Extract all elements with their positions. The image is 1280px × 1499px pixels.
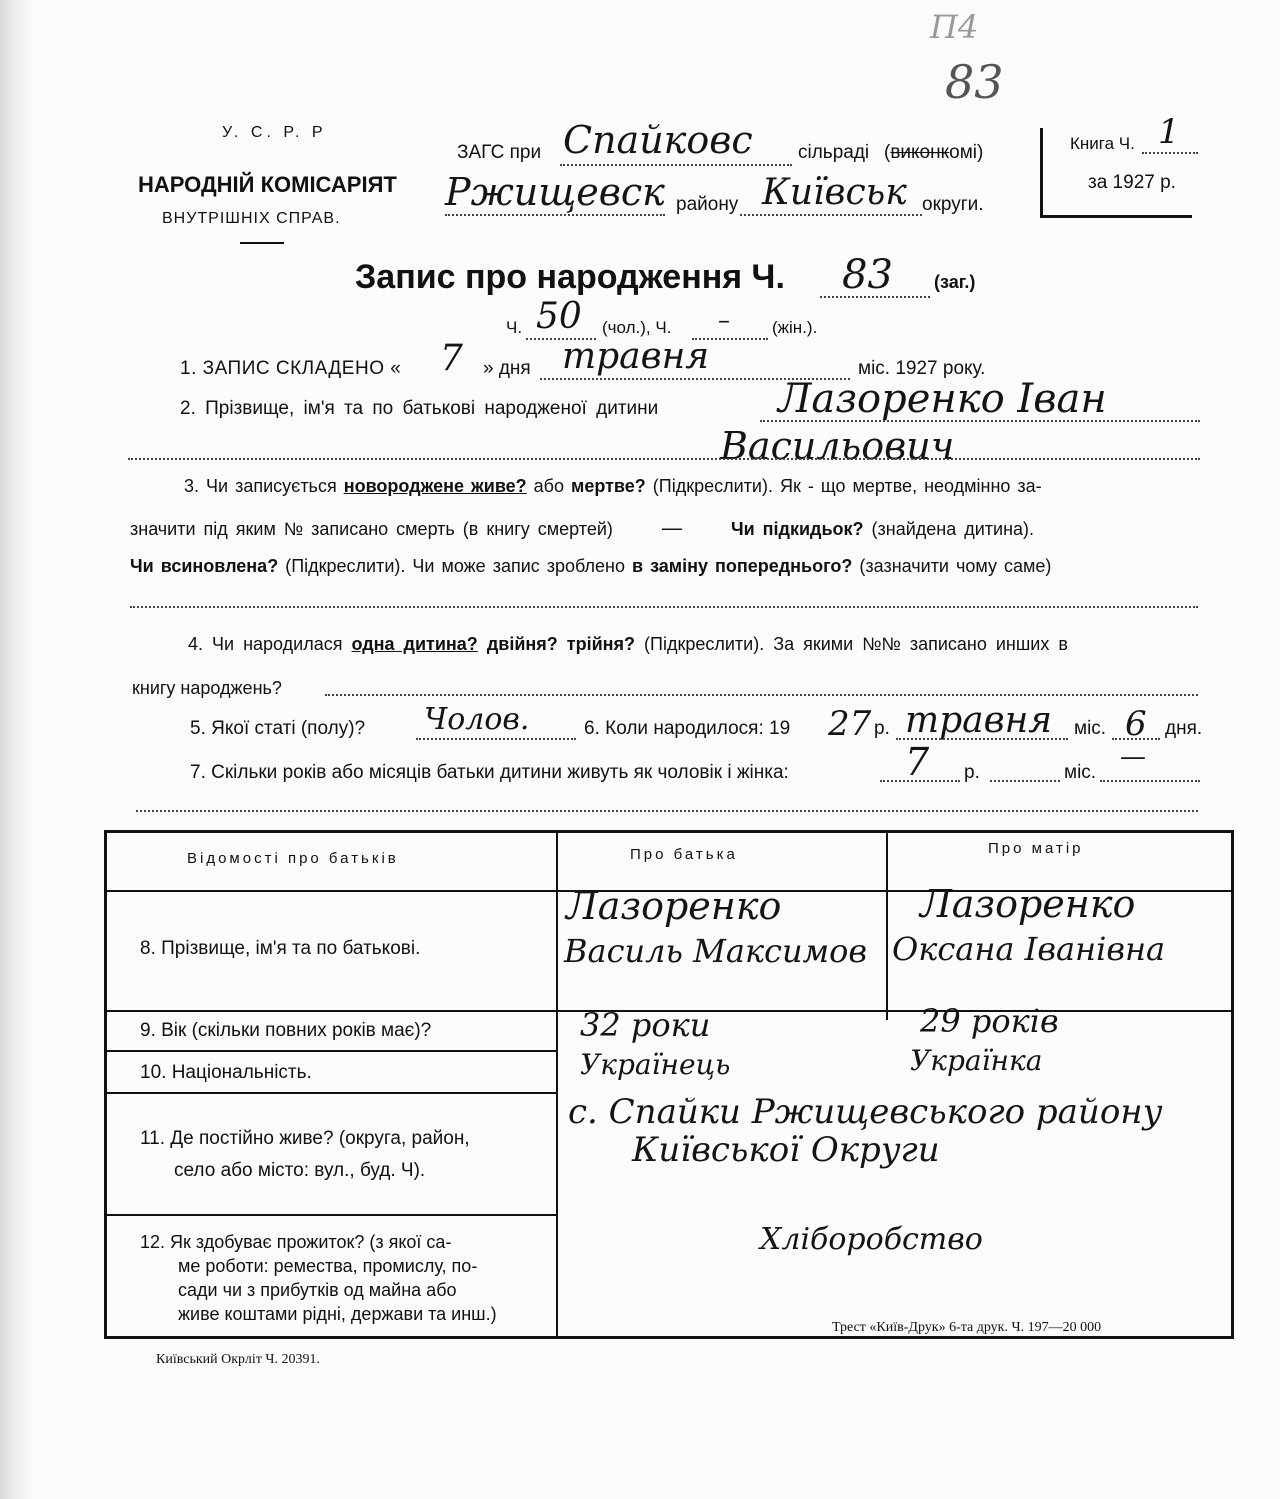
- twins-option: двійня?: [486, 634, 558, 654]
- item6-year-label: р.: [874, 718, 890, 739]
- column-header-father: Про батька: [630, 846, 738, 863]
- triplets-option: трійня?: [566, 634, 636, 654]
- item1-day-label: » дня: [483, 358, 531, 379]
- record-day-handwritten: 7: [440, 338, 463, 379]
- footer-printer: Трест «Київ-Друк» 6-та друк. Ч. 197—20 000: [832, 1320, 1102, 1335]
- residence-line1-handwritten: с. Спайки Ржищевського району: [568, 1092, 1163, 1132]
- single-child-option: одна дитина?: [351, 634, 478, 654]
- item7-label: 7. Скільки років або місяців батьки дитини живуть як чоловік і жінка:: [190, 762, 789, 783]
- row-12-label-line3: сади чи з прибутків од майна або: [178, 1280, 457, 1300]
- item4-line1: 4. Чи народилася одна дитина? двійня? трійня? (Підкреслити). За якими №№ записано инших в: [188, 634, 1068, 654]
- item6-month-label: міс.: [1074, 718, 1107, 739]
- book-number-dotted-line: [1142, 152, 1198, 154]
- row-10-label: 10. Національність.: [140, 1062, 312, 1083]
- mother-nationality-handwritten: Українка: [910, 1044, 1043, 1077]
- department-label: ВНУТРІШНІХ СПРАВ.: [162, 210, 341, 227]
- item6-day-label: дня.: [1165, 718, 1203, 739]
- district-handwritten: Ржищевск: [445, 170, 665, 214]
- item5-label: 5. Якої статі (полу)?: [190, 718, 366, 739]
- father-age-handwritten: 32 роки: [580, 1006, 711, 1044]
- rada-label: сільраді: [798, 142, 870, 163]
- father-given-names-handwritten: Василь Максимов: [564, 932, 867, 970]
- residence-line2-handwritten: Київської Округи: [632, 1130, 940, 1170]
- record-title: Запис про народження Ч.: [355, 258, 785, 296]
- okruha-dotted-line: [740, 214, 922, 216]
- record-suffix: (заг.): [934, 272, 976, 292]
- marriage-months-dotted-line: [1100, 780, 1200, 782]
- record-number-dotted-line: [820, 296, 930, 298]
- record-month-handwritten: травня: [562, 336, 710, 377]
- table-top-border: [104, 830, 1234, 833]
- district-label: району: [676, 194, 739, 215]
- column-divider-2: [886, 830, 888, 1020]
- mother-surname-handwritten: Лазоренко: [920, 882, 1136, 926]
- replacement-option: в заміну попереднього?: [632, 556, 853, 576]
- row-11-label-line1: 11. Де постійно живе? (округа, район,: [140, 1128, 470, 1149]
- table-bottom-border: [104, 1336, 1234, 1339]
- item3-line2: значити під яким № записано смерть (в книгу смертей) — Чи підкидьок? (знайдена дитина).: [130, 516, 1035, 541]
- column-divider-1: [556, 830, 558, 1020]
- item6-label: 6. Коли народилося: 19: [584, 718, 791, 739]
- column-divider-1-lower: [556, 1020, 558, 1336]
- male-count-handwritten: 50: [536, 296, 582, 337]
- zags-prefix: ЗАГС при: [457, 142, 542, 163]
- stillborn-option: мертве?: [571, 476, 646, 496]
- column-header-info: Відомості про батьків: [187, 850, 399, 867]
- child-sex-handwritten: Чолов.: [424, 702, 530, 737]
- item7-months-label: міс.: [1064, 762, 1097, 783]
- live-newborn-option: новороджене живе?: [343, 476, 527, 496]
- book-number-handwritten: 1: [1158, 112, 1180, 152]
- child-name-dotted-line: [760, 420, 1200, 422]
- row-11-divider: [104, 1214, 556, 1216]
- row-12-label-line1: 12. Як здобуває прожиток? (з якої са-: [140, 1232, 452, 1252]
- subtitle-ch: Ч.: [506, 318, 523, 337]
- item4-line2: книгу народжень?: [132, 678, 282, 698]
- female-count-handwritten: –: [718, 306, 730, 334]
- column-header-mother: Про матір: [988, 840, 1084, 857]
- commissariat-label: НАРОДНІЙ КОМІСАРІЯТ: [138, 172, 397, 197]
- male-label: (чол.), Ч.: [602, 318, 672, 337]
- adopted-option: Чи всиновлена?: [130, 556, 279, 576]
- vykonkom-label: (виконкомі): [884, 142, 984, 163]
- footer-censor-number: Київський Окрліт Ч. 20391.: [156, 1352, 320, 1367]
- child-sex-dotted-line: [416, 738, 576, 740]
- row-11-label-line2: село або місто: вул., буд. Ч).: [174, 1160, 426, 1181]
- birth-year-handwritten: 27: [828, 704, 872, 744]
- okruha-label: округи.: [922, 194, 984, 215]
- row-12-label-line4: живе коштами рідні, держави та инш.): [178, 1304, 497, 1324]
- birth-month-handwritten: травня: [905, 700, 1053, 741]
- header-divider: [240, 242, 284, 244]
- father-nationality-handwritten: Українець: [580, 1048, 731, 1081]
- item4-dotted-line: [325, 694, 1198, 696]
- child-name-handwritten: Лазоренко Іван: [778, 376, 1107, 422]
- book-box-bottom-border: [1040, 215, 1192, 218]
- row-9-label: 9. Вік (скільки повних років має)?: [140, 1020, 432, 1041]
- faded-margin-number: П4: [930, 8, 979, 46]
- row-12-label-line2: ме роботи: ремества, промислу, по-: [178, 1256, 478, 1276]
- item7-years-label: р.: [964, 762, 980, 783]
- marriage-years-gap-line: [990, 780, 1060, 782]
- binding-edge: [0, 0, 34, 1499]
- item1-tail: міс. 1927 року.: [858, 358, 986, 379]
- book-box-left-border: [1040, 128, 1043, 218]
- village-dotted-line: [560, 164, 792, 166]
- okruha-handwritten: Київськ: [762, 172, 907, 213]
- table-right-border: [1231, 830, 1234, 1339]
- item7-dotted-line: [136, 810, 1198, 812]
- row-10-divider: [104, 1092, 556, 1094]
- marriage-months-handwritten: —: [1120, 742, 1146, 772]
- foundling-option: Чи підкидьок?: [730, 519, 864, 539]
- mother-given-names-handwritten: Оксана Іванівна: [892, 930, 1166, 968]
- village-handwritten: Спайковс: [563, 118, 753, 162]
- occupation-handwritten: Хліборобство: [760, 1222, 983, 1257]
- female-label: (жін.).: [772, 318, 818, 337]
- record-number-handwritten: 83: [842, 252, 893, 298]
- item1-label: 1. ЗАПИС СКЛАДЕНО «: [180, 358, 402, 379]
- district-dotted-line: [445, 214, 665, 216]
- marriage-years-dotted-line: [880, 780, 960, 782]
- marriage-years-handwritten: 7: [905, 740, 930, 784]
- table-left-border: [104, 830, 107, 1339]
- birth-day-dotted-line: [1112, 738, 1160, 740]
- birth-day-handwritten: 6: [1125, 704, 1147, 744]
- item3-dotted-line: [130, 606, 1198, 608]
- child-patronymic-handwritten: Васильович: [720, 424, 955, 468]
- year-label: за 1927 р.: [1088, 172, 1176, 193]
- item3-line3: Чи всиновлена? (Підкреслити). Чи може запис зроблено в заміну попереднього? (зазначити чому саме): [130, 556, 1052, 576]
- republic-label: У. С. Р. Р: [222, 124, 327, 141]
- item3-line1: 3. Чи записується новороджене живе? або мертве? (Підкреслити). Як - що мертве, неодмінно за-: [184, 476, 1042, 496]
- row-9-divider: [104, 1050, 556, 1052]
- page-number-handwritten: 83: [945, 55, 1004, 109]
- father-surname-handwritten: Лазоренко: [566, 884, 782, 928]
- book-label: Книга Ч.: [1070, 134, 1135, 153]
- child-name-second-dotted-line: [128, 458, 1200, 460]
- mother-age-handwritten: 29 років: [920, 1002, 1059, 1040]
- item2-label: 2. Прізвище, ім'я та по батькові народженої дитини: [180, 398, 659, 419]
- row-8-label: 8. Прізвище, ім'я та по батькові.: [140, 938, 421, 959]
